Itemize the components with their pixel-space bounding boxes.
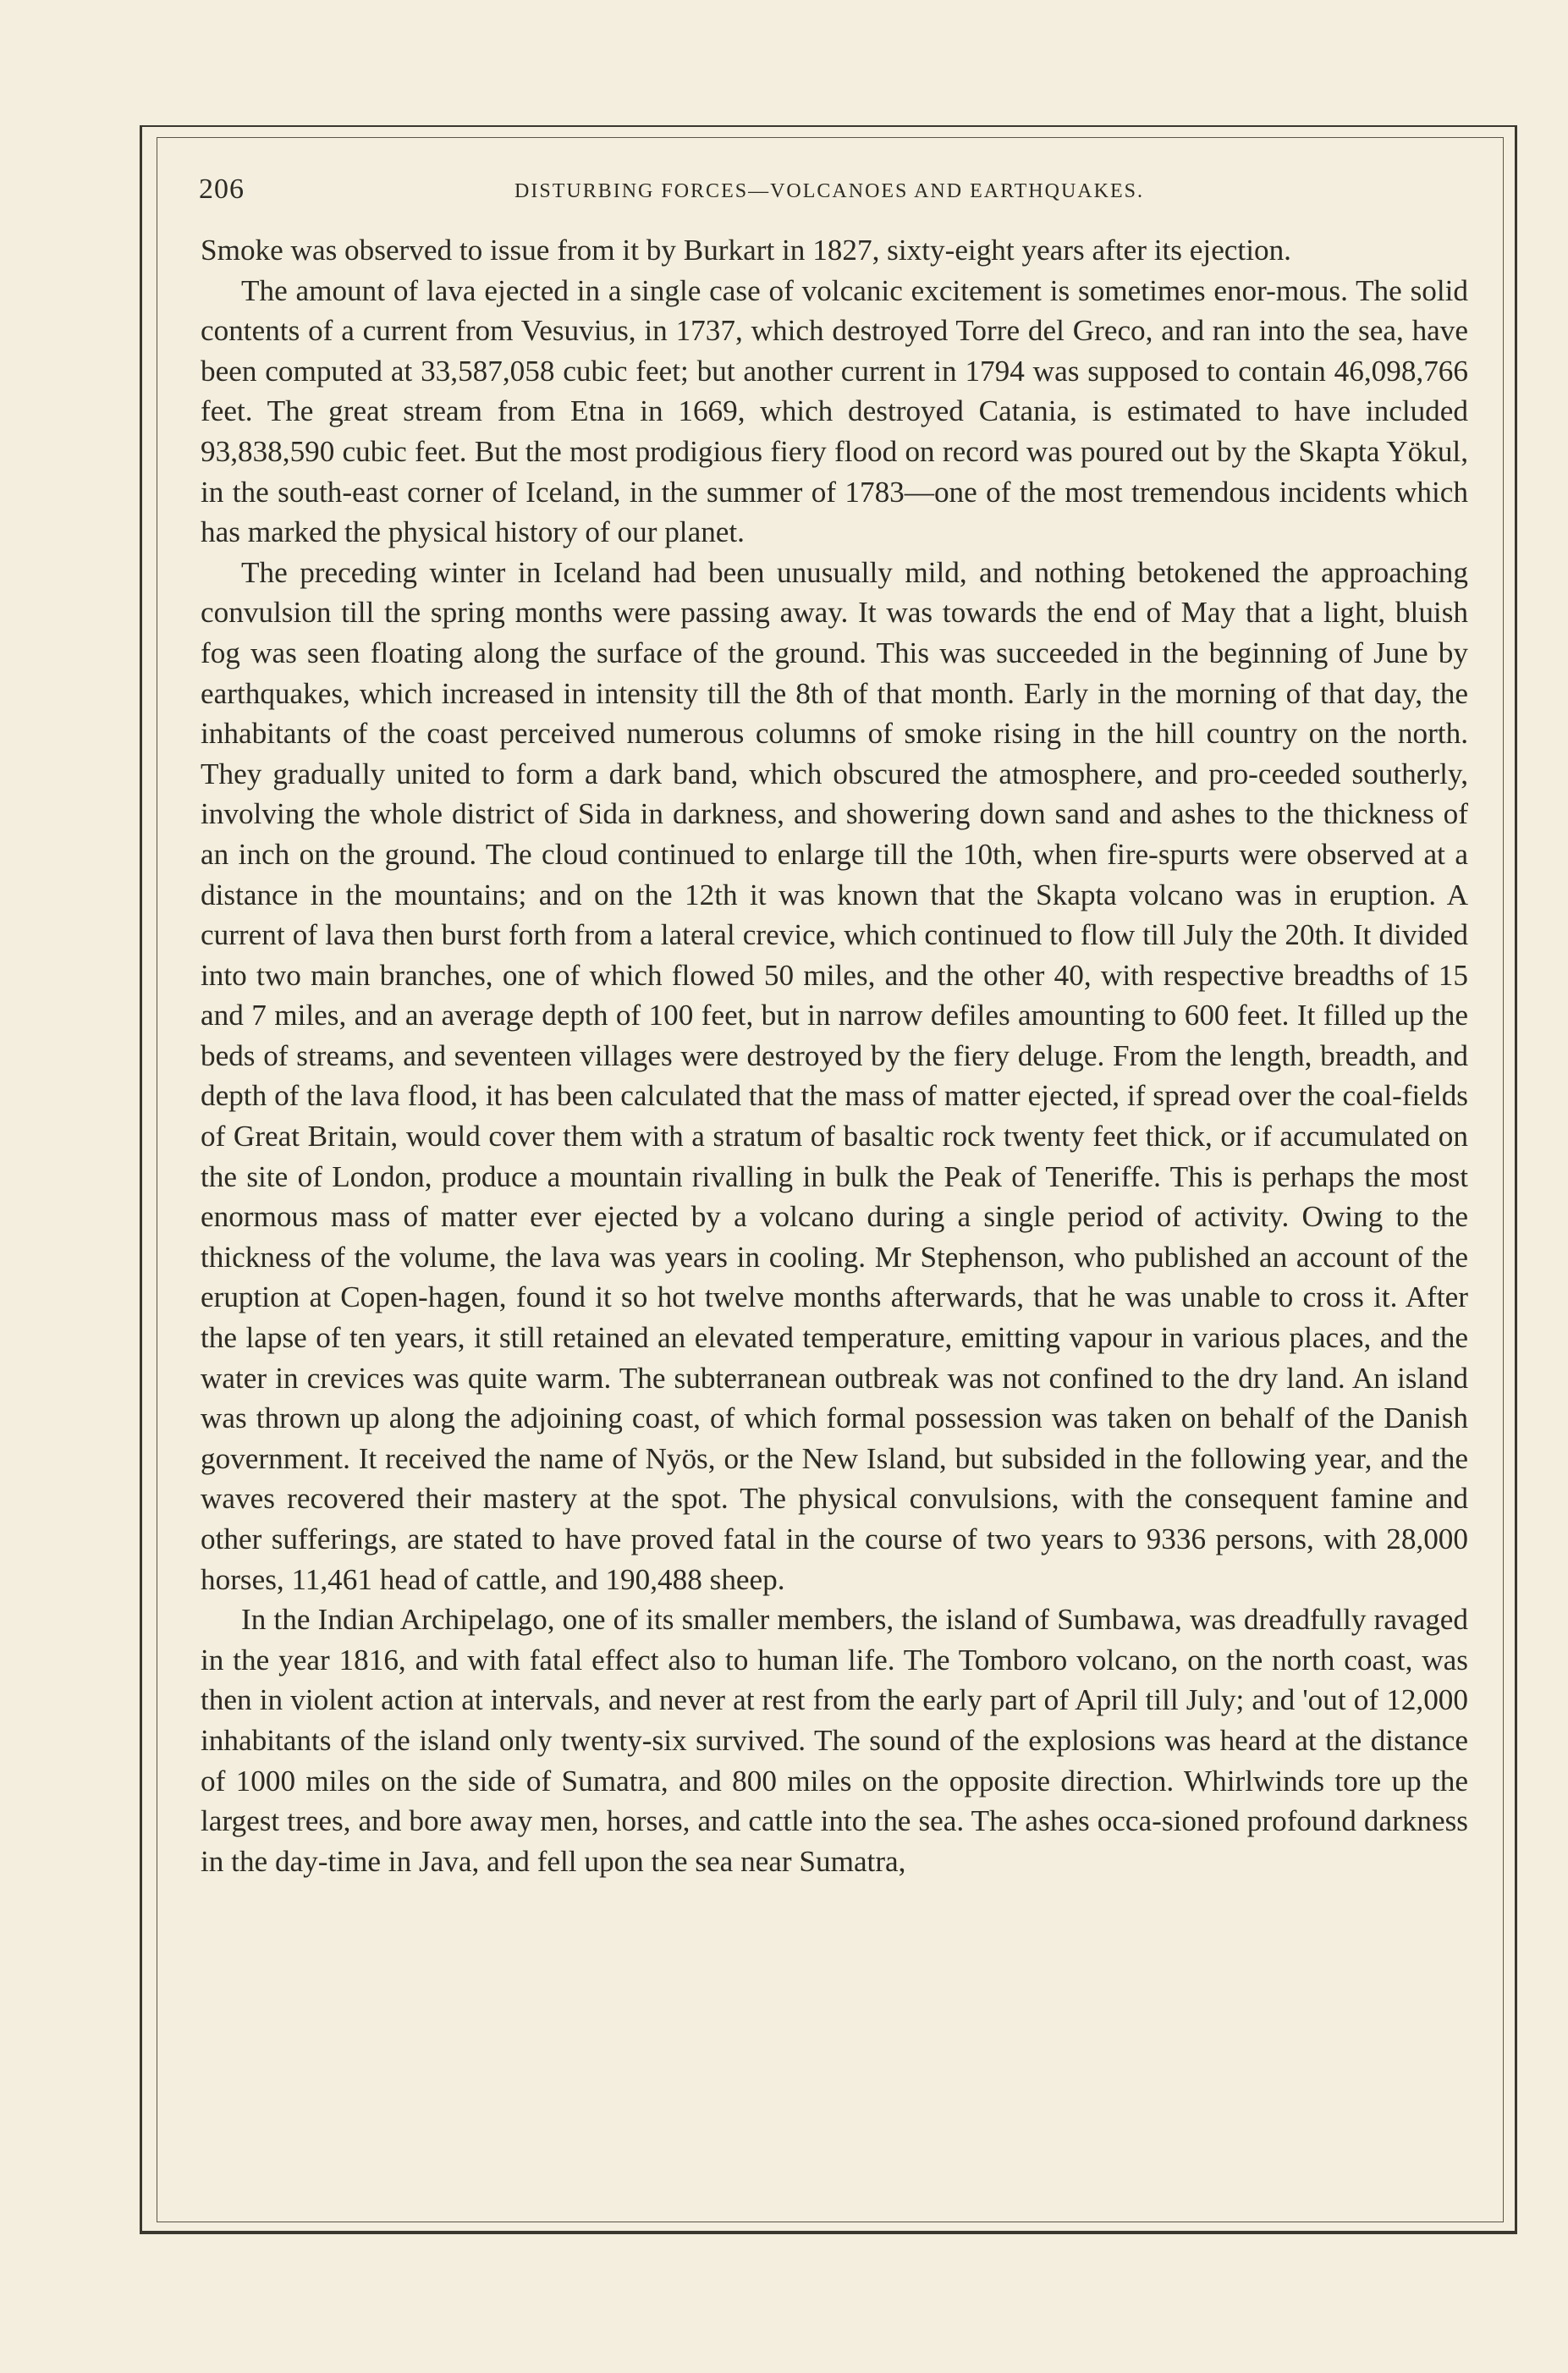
text-body [201,230,1468,1881]
paragraph: Smoke was observed to issue from it by Burkart in 1827, sixty-eight years after its ejection. [201,234,1291,267]
paragraph: In the Indian Archipelago, one of its smaller members, the island of Sumbawa, was dreadfully ravaged in the year 1816, and with fatal effect also to human life. The Tomboro volcano, on the north coast, was then in violent action at intervals, and never at rest from the early part of April till July; and 'out of 12,000 inhabitants of the island only twenty-six survived. The sound of the explosions was heard at the distance of 1000 miles on the side of Sumatra, and 800 miles on the opposite direction. Whirlwinds tore up the largest trees, and bore away men, horses, and cattle into the sea. The ashes occa-sioned profound darkness in the day-time in Java, and fell upon the sea near Sumatra, [201,1603,1468,1878]
paragraph: The amount of lava ejected in a single case of volcanic excitement is sometimes enor-mous. The solid contents of a current from Vesuvius, in 1737, which destroyed Torre del Greco, and ran into the sea, have been computed at 33,587,058 cubic feet; but another current in 1794 was supposed to contain 46,098,766 feet. The great stream from Etna in 1669, which destroyed Catania, is estimated to have included 93,838,590 cubic feet. But the most prodigious fiery flood on record was poured out by the Skapta Yökul, in the south-east corner of Iceland, in the summer of 1783—one of the most tremendous incidents which has marked the physical history of our planet. [201,273,1468,549]
page-header [199,173,1460,216]
running-head: DISTURBING FORCES—VOLCANOES AND EARTHQUAKES. [514,180,1144,202]
paragraph: The preceding winter in Iceland had been unusually mild, and nothing betokened the approaching convulsion till the spring months were passing away. It was towards the end of May that a light, bluish fog was seen floating along the surface of the ground. This was succeeded in the beginning of June by earthquakes, which increased in intensity till the 8th of that month. Early in the morning of that day, the inhabitants of the coast perceived numerous columns of smoke rising in the hill country on the north. They gradually united to form a dark band, which obscured the atmosphere, and pro-ceeded southerly, involving the whole district of Sida in darkness, and showering down sand and ashes to the thickness of an inch on the ground. The cloud continued to enlarge till the 10th, when fire-spurts were observed at a distance in the mountains; and on the 12th it was known that the Skapta volcano was in eruption. A current of lava then burst forth from a lateral crevice, which continued to flow till July the 20th. It divided into two main branches, one of which flowed 50 miles, and the other 40, with respective breadths of 15 and 7 miles, and an average depth of 100 feet, but in narrow defiles amounting to 600 feet. It filled up the beds of streams, and seventeen villages were destroyed by the fiery deluge. From the length, breadth, and depth of the lava flood, it has been calculated that the mass of matter ejected, if spread over the coal-fields of Great Britain, would cover them with a stratum of basaltic rock twenty feet thick, or if accumulated on the site of London, produce a mountain rivalling in bulk the Peak of Teneriffe. This is perhaps the most enormous mass of matter ever ejected by a volcano during a single period of activity. Owing to the thickness of the volume, the lava was years in cooling. Mr Stephenson, who published an account of the eruption at Copen-hagen, found it so hot twelve months afterwards, that he was unable to cross it. After the lapse of ten years, it still retained an elevated temperature, emitting vapour in various places, and the water in crevices was quite warm. The subterranean outbreak was not confined to the dry land. An island was thrown up along the adjoining coast, of which formal possession was taken on behalf of the Danish government. It received the name of Nyös, or the New Island, but subsided in the following year, and the waves recovered their mastery at the spot. The physical convulsions, with the consequent famine and other sufferings, are stated to have proved fatal in the course of two years to 9336 persons, with 28,000 horses, 11,461 head of cattle, and 190,488 sheep. [201,555,1468,1596]
page-number: 206 [199,173,245,205]
